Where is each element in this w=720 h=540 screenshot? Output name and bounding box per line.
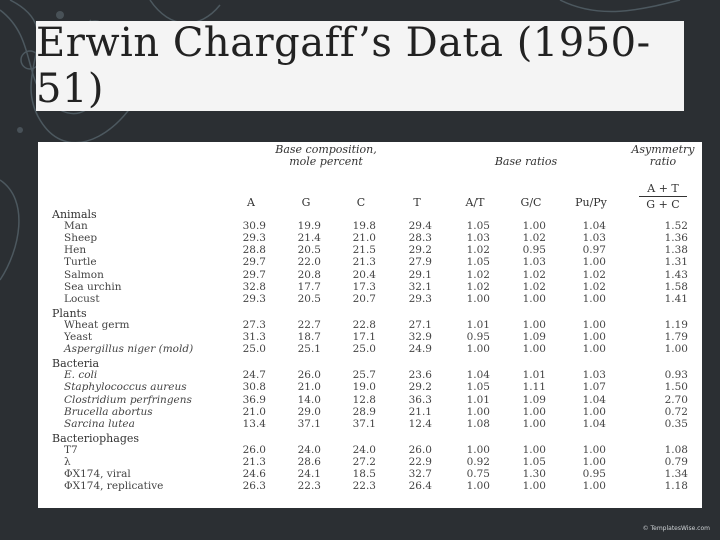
table-row (38, 281, 702, 293)
value-cell: 1.02 (466, 244, 490, 257)
value-cell: 1.00 (522, 220, 546, 233)
value-cell: 1.52 (664, 220, 688, 233)
value-cell: 14.0 (297, 393, 321, 406)
value-cell: 1.00 (522, 480, 546, 493)
table-row (38, 256, 702, 268)
value-cell: 29.4 (408, 220, 432, 233)
value-cell: 26.0 (408, 443, 432, 456)
table-row (38, 456, 702, 468)
header-asymmetry-ratio: Asymmetry ratio (631, 143, 695, 168)
value-cell: 26.4 (408, 480, 432, 493)
value-cell: 1.00 (582, 443, 606, 456)
value-cell: 1.05 (522, 456, 546, 468)
value-cell: 29.3 (242, 232, 266, 245)
table-row (38, 220, 702, 232)
value-cell: 30.9 (242, 220, 266, 233)
organism-name: Salmon (64, 268, 104, 281)
value-cell: 0.92 (466, 456, 490, 468)
organism-name: Hen (64, 244, 87, 257)
value-cell: 2.70 (664, 393, 688, 406)
value-cell: 19.8 (352, 220, 376, 233)
value-cell: 1.19 (664, 318, 688, 331)
value-cell: 24.0 (352, 443, 376, 456)
value-cell: 19.9 (297, 220, 321, 233)
value-cell: 29.7 (242, 268, 266, 281)
value-cell: 29.2 (408, 381, 432, 394)
category-label: Bacteriophages (52, 431, 140, 445)
value-cell: 0.95 (466, 331, 490, 343)
organism-name: Turtle (64, 256, 97, 269)
column-header: C (356, 196, 366, 209)
value-cell: 1.00 (522, 405, 546, 418)
value-cell: 1.41 (664, 292, 688, 305)
value-cell: 30.8 (242, 381, 266, 394)
value-cell: 1.04 (582, 417, 606, 430)
value-cell: 32.8 (242, 280, 266, 293)
value-cell: 12.8 (352, 393, 376, 406)
value-cell: 1.50 (664, 381, 688, 394)
value-cell: 1.30 (522, 468, 546, 481)
table-row (38, 381, 702, 393)
value-cell: 1.00 (522, 443, 546, 456)
value-cell: 1.00 (522, 292, 546, 305)
value-cell: 1.00 (582, 480, 606, 493)
asymmetry-formula (633, 182, 693, 211)
value-cell: 1.31 (664, 256, 688, 269)
value-cell: 28.3 (408, 232, 432, 245)
value-cell: 21.0 (242, 405, 266, 418)
table-row (38, 406, 702, 418)
value-cell: 32.9 (408, 331, 432, 343)
value-cell: 1.05 (466, 256, 490, 269)
table-row (38, 418, 702, 430)
value-cell: 1.04 (466, 369, 490, 382)
value-cell: 1.11 (522, 381, 546, 394)
value-cell: 1.09 (522, 393, 546, 406)
organism-name: Locust (64, 292, 100, 305)
column-header: A/T (465, 196, 485, 209)
value-cell: 1.38 (664, 244, 688, 257)
value-cell: 25.0 (242, 343, 266, 356)
title-banner (36, 21, 684, 111)
value-cell: 27.2 (352, 456, 376, 468)
value-cell: 1.58 (664, 280, 688, 293)
organism-name: T7 (64, 443, 78, 456)
organism-name: Clostridium perfringens (64, 393, 192, 406)
value-cell: 1.03 (582, 369, 606, 382)
slide-title: Erwin Chargaff’s Data (1950-51) (36, 20, 651, 112)
value-cell: 37.1 (297, 417, 321, 430)
table-row (38, 480, 702, 492)
value-cell: 22.8 (352, 318, 376, 331)
organism-name: Wheat germ (64, 318, 130, 331)
value-cell: 32.7 (408, 468, 432, 481)
value-cell: 1.07 (582, 381, 606, 394)
value-cell: 1.01 (466, 393, 490, 406)
value-cell: 1.01 (466, 318, 490, 331)
value-cell: 23.6 (408, 369, 432, 382)
value-cell: 1.00 (582, 331, 606, 343)
asymmetry-denominator: G + C (646, 198, 680, 211)
value-cell: 21.4 (297, 232, 321, 245)
column-header: G (301, 196, 311, 209)
organism-name: Sheep (64, 232, 98, 245)
value-cell: 29.3 (242, 292, 266, 305)
value-cell: 1.09 (522, 331, 546, 343)
category-label: Bacteria (52, 357, 100, 371)
value-cell: 1.04 (582, 393, 606, 406)
value-cell: 21.3 (352, 256, 376, 269)
value-cell: 29.1 (408, 268, 432, 281)
value-cell: 1.02 (466, 268, 490, 281)
value-cell: 1.00 (522, 417, 546, 430)
organism-name: ΦX174, viral (64, 468, 131, 481)
value-cell: 24.6 (242, 468, 266, 481)
table-row (38, 444, 702, 456)
value-cell: 1.02 (522, 232, 546, 245)
value-cell: 21.1 (408, 405, 432, 418)
value-cell: 1.00 (582, 456, 606, 468)
value-cell: 1.00 (582, 256, 606, 269)
value-cell: 24.0 (297, 443, 321, 456)
value-cell: 22.3 (297, 480, 321, 493)
value-cell: 1.00 (522, 343, 546, 356)
value-cell: 27.1 (408, 318, 432, 331)
value-cell: 36.3 (408, 393, 432, 406)
value-cell: 21.0 (297, 381, 321, 394)
value-cell: 29.2 (408, 244, 432, 257)
value-cell: 36.9 (242, 393, 266, 406)
value-cell: 25.7 (352, 369, 376, 382)
value-cell: 20.7 (352, 292, 376, 305)
value-cell: 0.35 (664, 417, 688, 430)
organism-name: Aspergillus niger (mold) (64, 343, 194, 356)
value-cell: 22.0 (297, 256, 321, 269)
organism-name: Brucella abortus (64, 405, 153, 418)
value-cell: 1.00 (664, 343, 688, 356)
value-cell: 1.36 (664, 232, 688, 245)
value-cell: 1.02 (582, 268, 606, 281)
value-cell: 1.43 (664, 268, 688, 281)
value-cell: 0.93 (664, 369, 688, 382)
value-cell: 1.79 (664, 331, 688, 343)
value-cell: 24.1 (297, 468, 321, 481)
value-cell: 1.02 (582, 280, 606, 293)
value-cell: 1.05 (466, 381, 490, 394)
value-cell: 25.1 (297, 343, 321, 356)
value-cell: 13.4 (242, 417, 266, 430)
organism-name: ΦX174, replicative (64, 480, 164, 493)
value-cell: 29.0 (297, 405, 321, 418)
value-cell: 17.3 (352, 280, 376, 293)
value-cell: 18.7 (297, 331, 321, 343)
asymmetry-numerator: A + T (647, 182, 679, 195)
value-cell: 1.01 (522, 369, 546, 382)
table-row (38, 293, 702, 305)
value-cell: 27.9 (408, 256, 432, 269)
value-cell: 1.00 (582, 343, 606, 356)
value-cell: 28.6 (297, 456, 321, 468)
value-cell: 1.00 (582, 292, 606, 305)
category-label: Animals (52, 208, 97, 221)
table-row (38, 343, 702, 355)
table-row (38, 468, 702, 480)
value-cell: 26.3 (242, 480, 266, 493)
value-cell: 18.5 (352, 468, 376, 481)
table-row (38, 269, 702, 281)
value-cell: 20.8 (297, 268, 321, 281)
value-cell: 37.1 (352, 417, 376, 430)
value-cell: 24.9 (408, 343, 432, 356)
organism-name: Man (64, 220, 88, 233)
value-cell: 21.3 (242, 456, 266, 468)
value-cell: 24.7 (242, 369, 266, 382)
column-header: A (247, 196, 255, 209)
organism-name: Yeast (64, 331, 93, 343)
value-cell: 22.9 (408, 456, 432, 468)
value-cell: 1.02 (466, 280, 490, 293)
value-cell: 1.02 (522, 280, 546, 293)
organism-name: Sea urchin (64, 280, 122, 293)
column-header: G/C (520, 196, 542, 209)
table-row (38, 394, 702, 406)
value-cell: 21.5 (352, 244, 376, 257)
value-cell: 1.00 (522, 318, 546, 331)
header-base-composition: Base composition, mole percent (275, 143, 377, 168)
chargaff-data-table (38, 142, 702, 508)
value-cell: 0.72 (664, 405, 688, 418)
value-cell: 17.1 (352, 331, 376, 343)
organism-name: E. coli (64, 369, 98, 382)
value-cell: 1.00 (582, 405, 606, 418)
value-cell: 1.02 (522, 268, 546, 281)
value-cell: 1.03 (582, 232, 606, 245)
value-cell: 1.00 (466, 343, 490, 356)
value-cell: 1.08 (466, 417, 490, 430)
value-cell: 0.95 (522, 244, 546, 257)
value-cell: 29.3 (408, 292, 432, 305)
value-cell: 21.0 (352, 232, 376, 245)
value-cell: 1.00 (582, 318, 606, 331)
value-cell: 1.05 (466, 220, 490, 233)
value-cell: 19.0 (352, 381, 376, 394)
value-cell: 20.5 (297, 292, 321, 305)
value-cell: 1.08 (664, 443, 688, 456)
value-cell: 1.00 (466, 405, 490, 418)
table-row (38, 244, 702, 256)
value-cell: 1.03 (522, 256, 546, 269)
table-row (38, 232, 702, 244)
value-cell: 17.7 (297, 280, 321, 293)
value-cell: 1.34 (664, 468, 688, 481)
value-cell: 20.4 (352, 268, 376, 281)
organism-name: λ (64, 456, 71, 468)
value-cell: 12.4 (408, 417, 432, 430)
table-row (38, 319, 702, 331)
value-cell: 27.3 (242, 318, 266, 331)
value-cell: 31.3 (242, 331, 266, 343)
value-cell: 29.7 (242, 256, 266, 269)
organism-name: Sarcina lutea (64, 417, 135, 430)
value-cell: 26.0 (297, 369, 321, 382)
value-cell: 28.9 (352, 405, 376, 418)
value-cell: 0.75 (466, 468, 490, 481)
value-cell: 0.97 (582, 244, 606, 257)
organism-name: Staphylococcus aureus (64, 381, 187, 394)
value-cell: 1.18 (664, 480, 688, 493)
footer-credit: © TemplatesWise.com (642, 525, 710, 532)
value-cell: 1.00 (466, 443, 490, 456)
value-cell: 22.7 (297, 318, 321, 331)
column-header: T (413, 196, 421, 209)
category-label: Plants (52, 306, 87, 320)
value-cell: 28.8 (242, 244, 266, 257)
header-base-ratios: Base ratios (494, 155, 558, 168)
value-cell: 1.00 (466, 480, 490, 493)
value-cell: 22.3 (352, 480, 376, 493)
table-row (38, 331, 702, 343)
value-cell: 26.0 (242, 443, 266, 456)
value-cell: 1.04 (582, 220, 606, 233)
value-cell: 20.5 (297, 244, 321, 257)
value-cell: 1.00 (466, 292, 490, 305)
value-cell: 25.0 (352, 343, 376, 356)
column-header: Pu/Py (575, 196, 607, 209)
table-row (38, 369, 702, 381)
value-cell: 0.79 (664, 456, 688, 468)
value-cell: 32.1 (408, 280, 432, 293)
value-cell: 1.03 (466, 232, 490, 245)
value-cell: 0.95 (582, 468, 606, 481)
